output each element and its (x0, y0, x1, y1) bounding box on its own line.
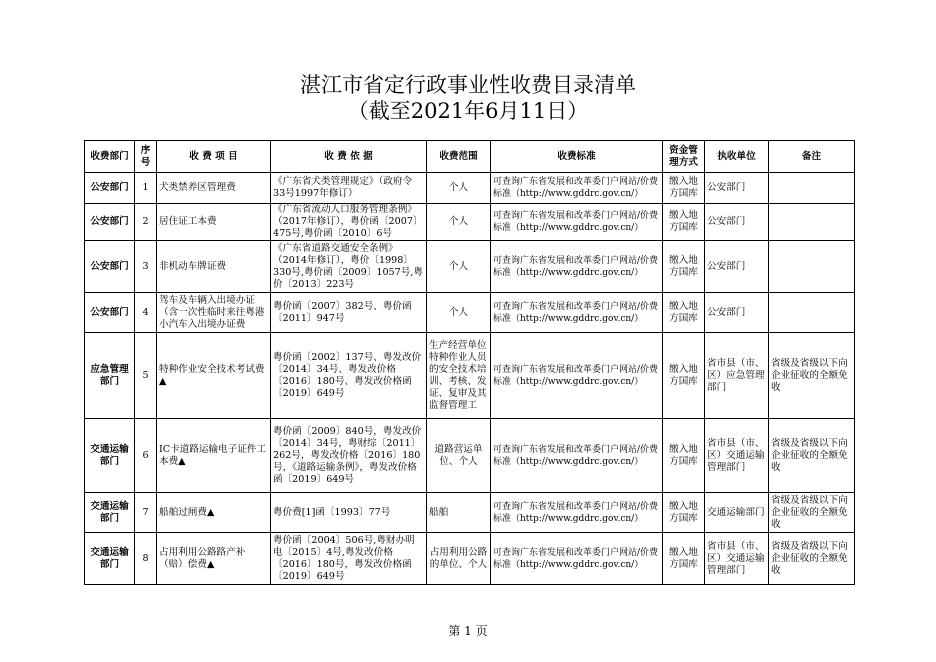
document-title: 湛江市省定行政事业性收费目录清单 (300, 73, 636, 97)
cell-dept: 交通运输部门 (85, 419, 135, 493)
cell-scope: 个人 (427, 204, 491, 241)
cell-scope: 道路营运单位、个人 (427, 419, 491, 493)
cell-item: 犬类禁养区管理费 (157, 173, 271, 204)
cell-fund: 缴入地方国库 (663, 293, 705, 333)
cell-standard: 可查询广东省发展和改革委门户网站/价费标准（http://www.gddrc.gov.cn/） (491, 173, 663, 204)
cell-fund: 缴入地方国库 (663, 204, 705, 241)
cell-standard: 可查询广东省发展和改革委门户网站/价费标准（http://www.gddrc.gov.cn/） (491, 204, 663, 241)
cell-basis: 粤价函〔2004〕506号,粤财办明电〔2015〕4号,粤发改价格〔2016〕180号，粤发改价格函〔2019〕649号 (271, 533, 427, 585)
cell-item: 特种作业安全技术考试费▲ (157, 333, 271, 419)
table-row (85, 241, 855, 293)
header-item: 收 费 项 目 (157, 141, 271, 173)
cell-basis: 粤价函〔2007〕382号、粤价函〔2011〕947号 (271, 293, 427, 333)
cell-no: 1 (135, 173, 157, 204)
page-number: 第 1 页 (448, 624, 488, 638)
document-subtitle: （截至2021年6月11日） (347, 99, 589, 123)
table-header-row (85, 141, 855, 173)
header-standard: 收费标准 (491, 141, 663, 173)
cell-basis: 《广东省道路交通安全条例》（2014年修订），粤价〔1998〕330号,粤价函〔2009〕1057号,粤价〔2013〕223号 (271, 241, 427, 293)
cell-unit: 省市县（市、区）应急管理部门 (705, 333, 769, 419)
cell-dept: 交通运输部门 (85, 493, 135, 533)
table-row (85, 533, 855, 585)
cell-scope: 个人 (427, 241, 491, 293)
cell-scope: 占用利用公路的单位、个人 (427, 533, 491, 585)
cell-dept: 应急管理部门 (85, 333, 135, 419)
cell-item: IC卡道路运输电子证件工本费▲ (157, 419, 271, 493)
cell-basis: 《广东省流动人口服务管理条例》（2017年修订），粤价函〔2007〕475号,粤价函〔2010〕6号 (271, 204, 427, 241)
header-no: 序号 (135, 141, 157, 173)
cell-unit: 公安部门 (705, 173, 769, 204)
cell-standard: 可查询广东省发展和改革委门户网站/价费标准（http://www.gddrc.gov.cn/） (491, 333, 663, 419)
cell-item: 占用利用公路路产补（赔）偿费▲ (157, 533, 271, 585)
cell-basis: 粤价函〔2009〕840号，粤发改价〔2014〕34号，粤财综〔2011〕262号，粤发改价格〔2016〕180号，《道路运输条例》，粤发改价格函〔2019〕649号 (271, 419, 427, 493)
cell-note: 省级及省级以下向企业征收的全额免收 (769, 533, 855, 585)
cell-standard: 可查询广东省发展和改革委门户网站/价费标准（http://www.gddrc.gov.cn/） (491, 293, 663, 333)
cell-note (769, 173, 855, 204)
table-row (85, 204, 855, 241)
cell-item: 驾车及车辆入出境办证（含一次性临时来往粤港小汽车入出境办证费 (157, 293, 271, 333)
cell-fund: 缴入地方国库 (663, 419, 705, 493)
cell-no: 2 (135, 204, 157, 241)
cell-dept: 交通运输部门 (85, 533, 135, 585)
table-row (85, 333, 855, 419)
cell-no: 5 (135, 333, 157, 419)
cell-fund: 缴入地方国库 (663, 173, 705, 204)
cell-item: 船舶过闸费▲ (157, 493, 271, 533)
cell-dept: 公安部门 (85, 173, 135, 204)
header-fund: 资金管理方式 (663, 141, 705, 173)
header-basis: 收 费 依 据 (271, 141, 427, 173)
table-row (85, 419, 855, 493)
cell-fund: 缴入地方国库 (663, 333, 705, 419)
table-row (85, 493, 855, 533)
cell-dept: 公安部门 (85, 204, 135, 241)
cell-dept: 公安部门 (85, 293, 135, 333)
cell-scope: 个人 (427, 293, 491, 333)
cell-item: 非机动车牌证费 (157, 241, 271, 293)
cell-unit: 公安部门 (705, 293, 769, 333)
cell-note: 省级及省级以下向企业征收的全额免收 (769, 419, 855, 493)
cell-basis: 粤价函〔2002〕137号、粤发改价〔2014〕34号、粤发改价格〔2016〕180号、粤发改价格函〔2019〕649号 (271, 333, 427, 419)
cell-note: 省级及省级以下向企业征收的全额免收 (769, 333, 855, 419)
cell-no: 4 (135, 293, 157, 333)
cell-no: 6 (135, 419, 157, 493)
cell-note: 省级及省级以下向企业征收的全额免收 (769, 493, 855, 533)
header-dept: 收费部门 (85, 141, 135, 173)
cell-unit: 省市县（市、区）交通运输管理部门 (705, 533, 769, 585)
cell-scope: 船舶 (427, 493, 491, 533)
cell-basis: 粤价费[1]函〔1993〕77号 (271, 493, 427, 533)
cell-fund: 缴入地方国库 (663, 533, 705, 585)
cell-basis: 《广东省犬类管理规定》（政府令33号1997年修订） (271, 173, 427, 204)
cell-standard: 可查询广东省发展和改革委门户网站/价费标准（http://www.gddrc.gov.cn/） (491, 533, 663, 585)
table-row (85, 173, 855, 204)
cell-unit: 公安部门 (705, 241, 769, 293)
cell-standard: 可查询广东省发展和改革委门户网站/价费标准（http://www.gddrc.gov.cn/） (491, 419, 663, 493)
cell-standard: 可查询广东省发展和改革委门户网站/价费标准（http://www.gddrc.gov.cn/） (491, 493, 663, 533)
cell-unit: 省市县（市、区）交通运输管理部门 (705, 419, 769, 493)
cell-no: 3 (135, 241, 157, 293)
cell-note (769, 204, 855, 241)
cell-dept: 公安部门 (85, 241, 135, 293)
cell-unit: 交通运输部门 (705, 493, 769, 533)
fee-table (84, 140, 855, 585)
table-row (85, 293, 855, 333)
cell-standard: 可查询广东省发展和改革委门户网站/价费标准（http://www.gddrc.gov.cn/） (491, 241, 663, 293)
header-note: 备注 (769, 141, 855, 173)
cell-scope: 个人 (427, 173, 491, 204)
cell-note (769, 241, 855, 293)
cell-no: 8 (135, 533, 157, 585)
cell-unit: 公安部门 (705, 204, 769, 241)
cell-fund: 缴入地方国库 (663, 493, 705, 533)
cell-note (769, 293, 855, 333)
cell-no: 7 (135, 493, 157, 533)
header-unit: 执收单位 (705, 141, 769, 173)
cell-item: 居住证工本费 (157, 204, 271, 241)
cell-scope: 生产经营单位特种作业人员的安全技术培训、考核、发证、复审及其监督管理工 (427, 333, 491, 419)
cell-fund: 缴入地方国库 (663, 241, 705, 293)
header-scope: 收费范围 (427, 141, 491, 173)
